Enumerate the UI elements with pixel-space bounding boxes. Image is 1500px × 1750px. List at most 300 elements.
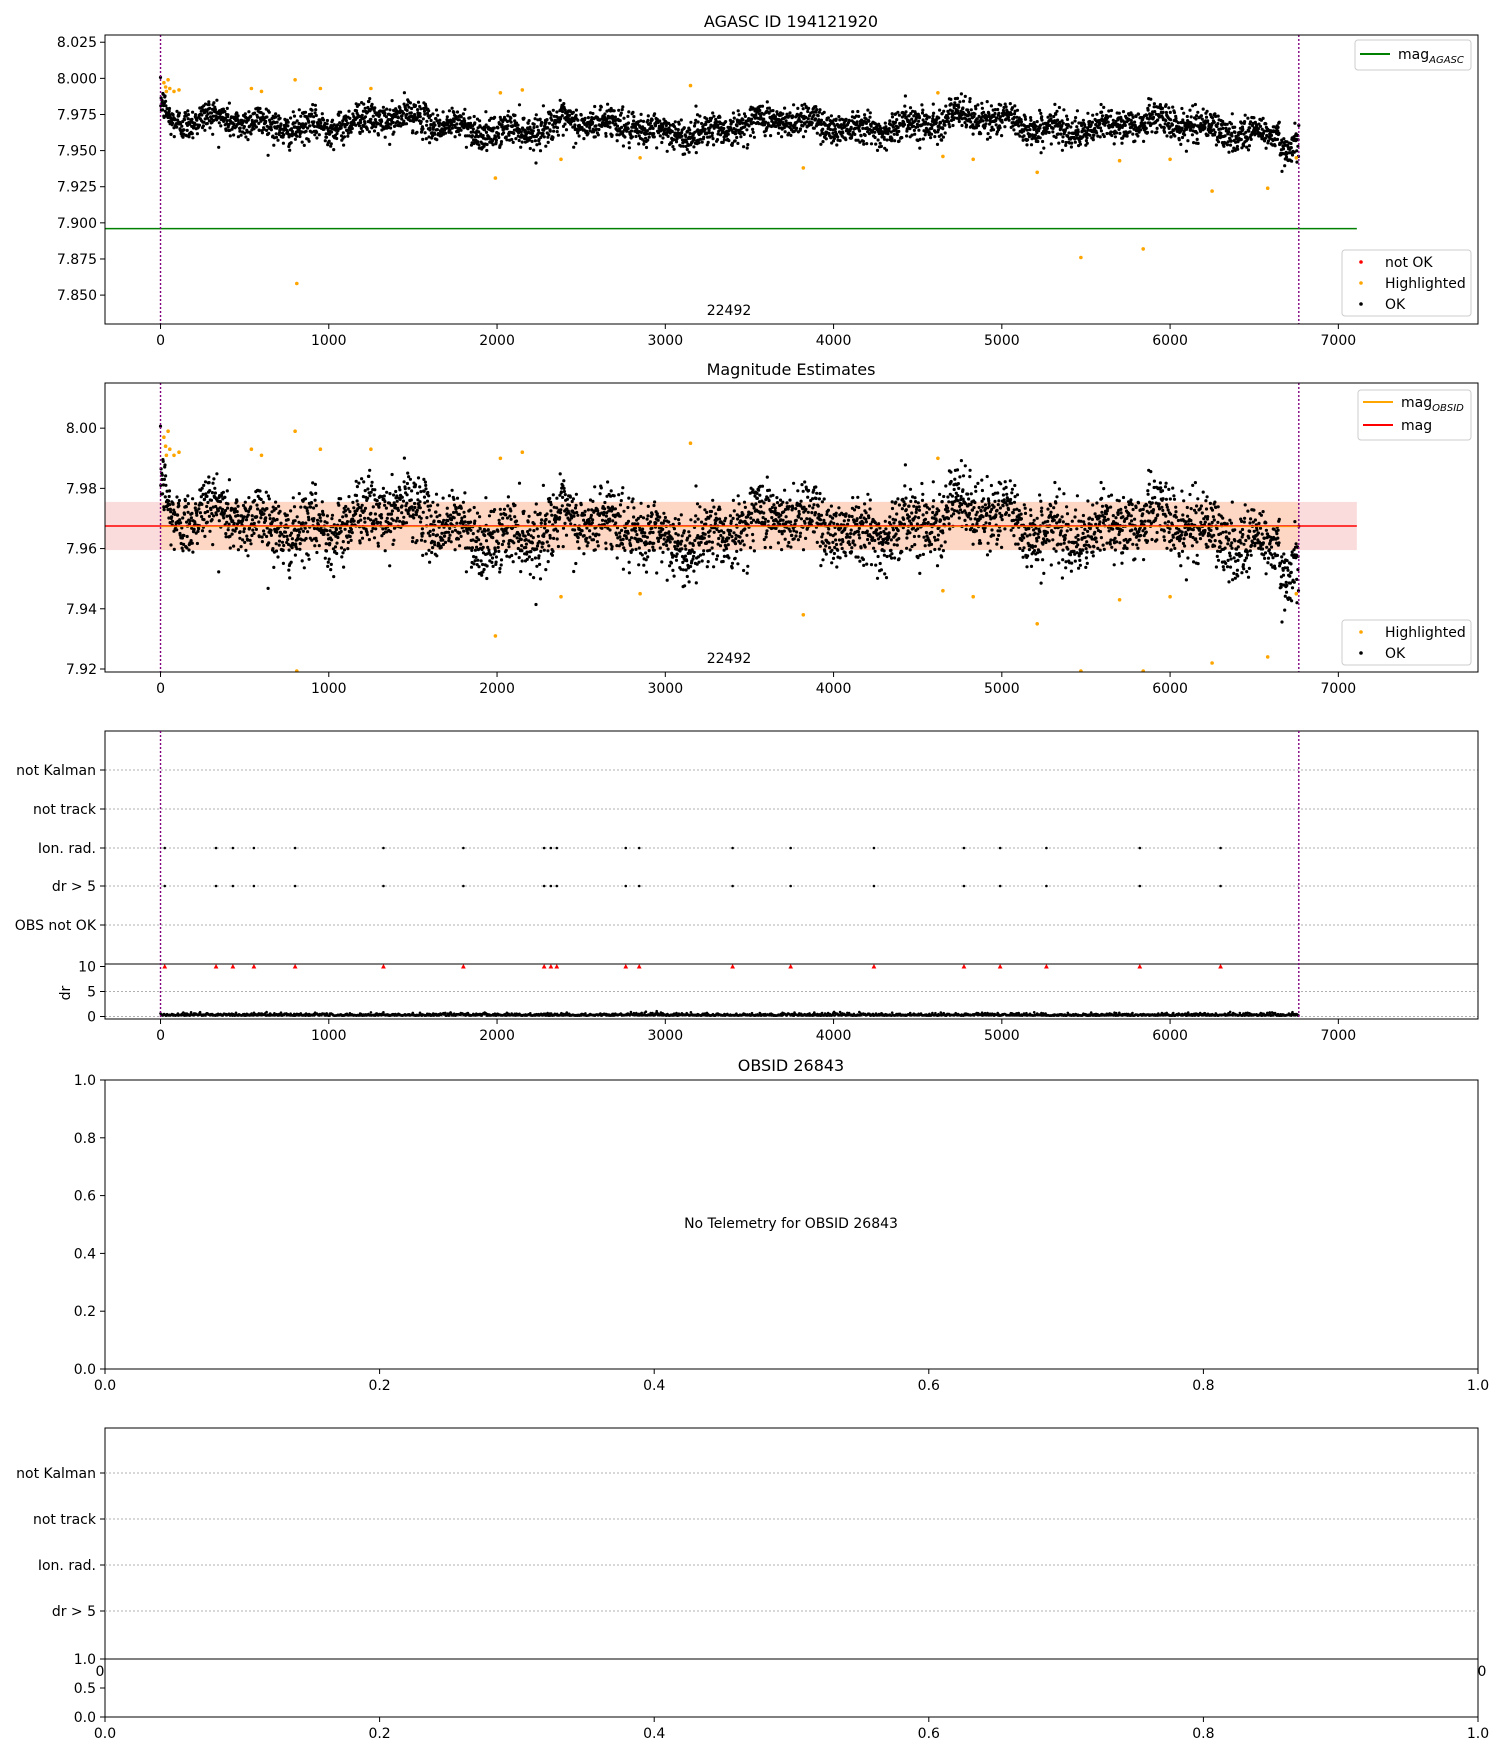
ok-point	[299, 115, 302, 118]
ok-point	[190, 516, 193, 519]
ok-point	[1230, 122, 1233, 125]
ok-point	[240, 545, 243, 548]
ok-point	[1091, 121, 1094, 124]
ok-point	[340, 530, 343, 533]
ok-point	[274, 501, 277, 504]
ok-point	[856, 120, 859, 123]
ok-point	[458, 118, 461, 121]
ok-point	[301, 141, 304, 144]
ok-point	[1036, 140, 1039, 143]
ok-point	[366, 497, 369, 500]
ok-point	[373, 129, 376, 132]
ok-point	[244, 501, 247, 504]
ok-point	[471, 134, 474, 137]
ok-point	[697, 120, 700, 123]
ok-point	[1165, 134, 1168, 137]
ok-point	[351, 531, 354, 534]
ok-point	[611, 134, 614, 137]
ok-point	[655, 146, 658, 149]
ok-point	[1026, 129, 1029, 132]
ok-point	[551, 136, 554, 139]
ok-point	[483, 126, 486, 129]
ok-point	[856, 110, 859, 113]
ok-point	[451, 489, 454, 492]
ok-point	[310, 113, 313, 116]
ok-point	[737, 109, 740, 112]
ok-point	[270, 529, 273, 532]
ok-point	[442, 497, 445, 500]
ok-point	[389, 126, 392, 129]
ok-point	[821, 128, 824, 131]
ok-point	[402, 516, 405, 519]
ok-point	[272, 144, 275, 147]
ok-point	[865, 142, 868, 145]
ok-point	[684, 135, 687, 138]
ok-point	[941, 127, 944, 130]
ok-point	[194, 113, 197, 116]
ok-point	[433, 133, 436, 136]
ok-point	[556, 126, 559, 129]
ok-point	[1230, 134, 1233, 137]
ok-point	[982, 111, 985, 114]
ok-point	[483, 568, 486, 571]
ok-point	[1041, 140, 1044, 143]
ok-point	[688, 132, 691, 135]
ok-point	[282, 535, 285, 538]
ok-point	[410, 107, 413, 110]
ok-point	[281, 541, 284, 544]
ok-point	[521, 141, 524, 144]
ok-point	[502, 131, 505, 134]
ok-point	[616, 125, 619, 128]
ok-point	[913, 129, 916, 132]
ok-point	[1178, 138, 1181, 141]
ok-point	[282, 133, 285, 136]
ok-point	[1183, 133, 1186, 136]
ok-point	[235, 527, 238, 530]
ok-point	[402, 120, 405, 123]
ok-point	[752, 131, 755, 134]
ok-point	[307, 554, 310, 557]
ok-point	[276, 555, 279, 558]
ok-point	[1057, 124, 1060, 127]
ok-point	[1219, 132, 1222, 135]
ok-point	[1233, 131, 1236, 134]
ok-point	[217, 509, 220, 512]
ok-point	[623, 135, 626, 138]
ok-point	[426, 500, 429, 503]
ok-point	[206, 122, 209, 125]
ok-point	[1155, 130, 1158, 133]
ok-point	[368, 538, 371, 541]
ok-point	[1248, 126, 1251, 129]
ok-point	[344, 528, 347, 531]
ok-point	[780, 135, 783, 138]
ok-point	[392, 493, 395, 496]
ok-point	[825, 137, 828, 140]
ok-point	[275, 542, 278, 545]
highlighted-point	[162, 81, 166, 85]
ok-point	[448, 109, 451, 112]
ok-point	[271, 547, 274, 550]
ok-point	[711, 111, 714, 114]
y-tick-label: 7.925	[56, 179, 97, 196]
ok-point	[429, 504, 432, 507]
ok-point	[556, 130, 559, 133]
ok-point	[311, 481, 314, 484]
ok-point	[360, 531, 363, 534]
ok-point	[993, 112, 996, 115]
ok-point	[269, 517, 272, 520]
ok-point	[870, 125, 873, 128]
ok-point	[661, 136, 664, 139]
ok-point	[1007, 116, 1010, 119]
ok-point	[1012, 128, 1015, 131]
ok-point	[215, 472, 218, 475]
ok-point	[419, 115, 422, 118]
ok-point	[398, 106, 401, 109]
ok-point	[544, 145, 547, 148]
highlighted-point	[1266, 186, 1270, 190]
highlighted-point	[250, 87, 254, 91]
ok-point	[479, 527, 482, 530]
ok-point	[733, 117, 736, 120]
ok-point	[175, 528, 178, 531]
ok-point	[969, 120, 972, 123]
ok-point	[916, 125, 919, 128]
ok-point	[349, 535, 352, 538]
x-tick-label: 3000	[647, 333, 684, 349]
ok-point	[1082, 119, 1085, 122]
ok-point	[892, 126, 895, 129]
ok-point	[732, 120, 735, 123]
ok-point	[1040, 119, 1043, 122]
ok-point	[800, 112, 803, 115]
ok-point	[383, 112, 386, 115]
ok-point	[391, 473, 394, 476]
ok-point	[986, 138, 989, 141]
ok-point	[363, 517, 366, 520]
ok-point	[421, 532, 424, 535]
ok-point	[863, 113, 866, 116]
ok-point	[311, 493, 314, 496]
ok-point	[932, 112, 935, 115]
ok-point	[1186, 115, 1189, 118]
ok-point	[438, 520, 441, 523]
ok-point	[965, 124, 968, 127]
ok-point	[449, 514, 452, 517]
ok-point	[423, 113, 426, 116]
ok-point	[456, 110, 459, 113]
ok-point	[328, 542, 331, 545]
ok-point	[403, 480, 406, 483]
ok-point	[1061, 135, 1064, 138]
highlighted-point	[172, 90, 176, 94]
ok-point	[1008, 119, 1011, 122]
ok-point	[1245, 146, 1248, 149]
ok-point	[724, 120, 727, 123]
ok-point	[282, 549, 285, 552]
ok-point	[368, 494, 371, 497]
ok-point	[452, 111, 455, 114]
ok-point	[1197, 142, 1200, 145]
ok-point	[536, 125, 539, 128]
ok-point	[435, 108, 438, 111]
ok-point	[513, 114, 516, 117]
ok-point	[208, 126, 211, 129]
ok-point	[928, 116, 931, 119]
ok-point	[208, 489, 211, 492]
ok-point	[1252, 116, 1255, 119]
ok-point	[256, 116, 259, 119]
ok-point	[304, 497, 307, 500]
legend-ok-label: OK	[1385, 297, 1406, 313]
ok-point	[340, 126, 343, 129]
ok-point	[240, 134, 243, 137]
ok-point	[446, 507, 449, 510]
ok-point	[188, 522, 191, 525]
ok-point	[962, 100, 965, 103]
ok-point	[948, 125, 951, 128]
ok-point	[1213, 121, 1216, 124]
panel1-x-ticks	[156, 324, 1356, 349]
ok-point	[1100, 111, 1103, 114]
ok-point	[187, 502, 190, 505]
ok-point	[896, 111, 899, 114]
ok-point	[407, 475, 410, 478]
ok-point	[473, 520, 476, 523]
ok-point	[1118, 112, 1121, 115]
ok-point	[699, 138, 702, 141]
ok-point	[212, 477, 215, 480]
ok-point	[433, 124, 436, 127]
ok-point	[361, 504, 364, 507]
ok-point	[452, 511, 455, 514]
ok-point	[367, 100, 370, 103]
ok-point	[634, 135, 637, 138]
ok-point	[384, 136, 387, 139]
ok-point	[943, 124, 946, 127]
ok-point	[683, 152, 686, 155]
ok-point	[315, 504, 318, 507]
ok-point	[338, 519, 341, 522]
highlighted-point	[1118, 159, 1122, 163]
ok-point	[1020, 120, 1023, 123]
ok-point	[448, 534, 451, 537]
ok-point	[700, 122, 703, 125]
ok-point	[885, 149, 888, 152]
ok-point	[1099, 126, 1102, 129]
ok-point	[1243, 120, 1246, 123]
ok-point	[584, 117, 587, 120]
ok-point	[208, 515, 211, 518]
highlighted-point	[369, 87, 373, 91]
ok-point	[973, 112, 976, 115]
ok-point	[1244, 114, 1247, 117]
ok-point	[433, 543, 436, 546]
ok-point	[265, 129, 268, 132]
ok-point	[639, 119, 642, 122]
ok-point	[898, 140, 901, 143]
ok-point	[1247, 130, 1250, 133]
ok-point	[1076, 109, 1079, 112]
ok-point	[203, 535, 206, 538]
ok-point	[247, 513, 250, 516]
ok-point	[195, 514, 198, 517]
ok-point	[382, 106, 385, 109]
ok-point	[1181, 136, 1184, 139]
ok-point	[178, 112, 181, 115]
ok-point	[802, 135, 805, 138]
ok-point	[424, 487, 427, 490]
ok-point	[267, 154, 270, 157]
ok-point	[361, 130, 364, 133]
ok-point	[265, 491, 268, 494]
ok-point	[402, 500, 405, 503]
ok-point	[425, 552, 428, 555]
ok-point	[429, 530, 432, 533]
ok-point	[758, 109, 761, 112]
ok-point	[1156, 118, 1159, 121]
ok-point	[605, 135, 608, 138]
ok-point	[496, 126, 499, 129]
ok-point	[788, 111, 791, 114]
ok-point	[371, 103, 374, 106]
ok-point	[187, 511, 190, 514]
ok-point	[212, 101, 215, 104]
ok-point	[522, 117, 525, 120]
ok-point	[547, 133, 550, 136]
ok-point	[711, 137, 714, 140]
ok-point	[1202, 108, 1205, 111]
ok-point	[293, 505, 296, 508]
highlighted-point	[166, 78, 170, 82]
ok-point	[1150, 130, 1153, 133]
y-tick-label: 7.950	[56, 143, 97, 160]
ok-point	[474, 559, 477, 562]
highlighted-point	[971, 158, 975, 162]
ok-point	[876, 149, 879, 152]
ok-point	[419, 107, 422, 110]
ok-point	[325, 529, 328, 532]
ok-point	[918, 147, 921, 150]
ok-point	[209, 508, 212, 511]
ok-point	[1109, 130, 1112, 133]
ok-point	[378, 113, 381, 116]
ok-point	[339, 497, 342, 500]
ok-point	[182, 128, 185, 131]
ok-point	[168, 489, 171, 492]
ok-point	[1148, 104, 1151, 107]
ok-point	[1173, 111, 1176, 114]
ok-point	[890, 137, 893, 140]
ok-point	[505, 135, 508, 138]
ok-point	[436, 515, 439, 518]
ok-point	[669, 124, 672, 127]
ok-point	[1100, 103, 1103, 106]
ok-point	[212, 514, 215, 517]
ok-point	[407, 487, 410, 490]
ok-point	[839, 139, 842, 142]
ok-point	[431, 501, 434, 504]
ok-point	[651, 118, 654, 121]
ok-point	[1124, 124, 1127, 127]
ok-point	[1102, 106, 1105, 109]
ok-point	[441, 539, 444, 542]
ok-point	[1179, 143, 1182, 146]
ok-point	[331, 119, 334, 122]
ok-point	[189, 519, 192, 522]
ok-point	[428, 534, 431, 537]
ok-point	[292, 496, 295, 499]
ok-point	[960, 124, 963, 127]
ok-point	[972, 133, 975, 136]
ok-point	[260, 498, 263, 501]
legend-ok-marker	[1359, 302, 1363, 306]
ok-point	[170, 515, 173, 518]
ok-point	[304, 522, 307, 525]
ok-point	[1085, 136, 1088, 139]
ok-point	[1040, 151, 1043, 154]
ok-point	[371, 527, 374, 530]
x-tick-label: 7000	[1320, 333, 1357, 349]
ok-point	[637, 142, 640, 145]
ok-point	[476, 559, 479, 562]
ok-point	[869, 111, 872, 114]
ok-point	[851, 110, 854, 113]
ok-point	[288, 576, 291, 579]
ok-point	[587, 116, 590, 119]
ok-point	[897, 130, 900, 133]
ok-point	[751, 128, 754, 131]
ok-point	[369, 118, 372, 121]
ok-point	[1259, 125, 1262, 128]
ok-point	[1114, 135, 1117, 138]
ok-point	[500, 140, 503, 143]
ok-point	[346, 547, 349, 550]
ok-point	[294, 554, 297, 557]
ok-point	[219, 124, 222, 127]
ok-point	[272, 506, 275, 509]
ok-point	[436, 114, 439, 117]
ok-point	[205, 495, 208, 498]
ok-point	[529, 147, 532, 150]
ok-point	[350, 528, 353, 531]
ok-point	[376, 499, 379, 502]
ok-point	[652, 132, 655, 135]
ok-point	[1057, 142, 1060, 145]
ok-point	[438, 122, 441, 125]
ok-point	[178, 518, 181, 521]
ok-point	[815, 108, 818, 111]
ok-point	[394, 504, 397, 507]
panel-magnitude-estimates	[66, 360, 1478, 697]
ok-point	[279, 122, 282, 125]
ok-point	[642, 120, 645, 123]
ok-point	[398, 520, 401, 523]
ok-point	[197, 527, 200, 530]
ok-point	[358, 124, 361, 127]
ok-point	[201, 487, 204, 490]
ok-point	[342, 144, 345, 147]
ok-point	[275, 136, 278, 139]
ok-point	[979, 132, 982, 135]
ok-point	[1167, 106, 1170, 109]
ok-point	[1064, 141, 1067, 144]
ok-point	[168, 503, 171, 506]
ok-point	[949, 98, 952, 101]
ok-point	[440, 546, 443, 549]
